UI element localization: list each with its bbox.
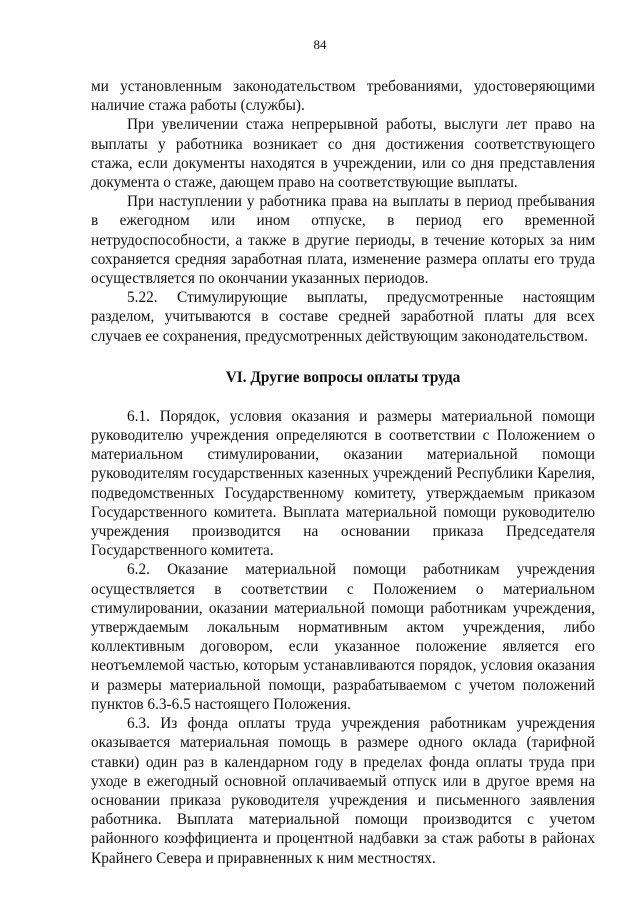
paragraph-6-3: 6.3. Из фонда оплаты труда учреждения работникам учреждения оказывается материальная помощь в размере одного оклада (тарифной ставки) один раз в календарном году в пределах фонда оплаты труда при уходе в ежегодный основной оплачиваемый отпуск или в другое время на основании приказа руководителя учреждения и письменного заявления работника. Выплата материальной помощи производится с учетом районного коэффициента и процентной надбавки за стаж работы в районах Крайнего Севера и приравненных к ним местностях. <box>91 715 595 867</box>
paragraph-continuation: ми установленным законодательством требованиями, удостоверяющими наличие стажа работы (службы). <box>91 78 595 115</box>
paragraph-6-2: 6.2. Оказание материальной помощи работникам учреждения осуществляется в соответствии с Положением о материальном стимулировании, оказании материальной помощи работникам учреждения, утверждаемым локальным нормативным актом учреждения, либо коллективным договором, если указанное положение является его неотъемлемой частью, которым устанавливаются порядок, условия оказания и размеры материальной помощи, разрабатываемом с учетом положений пунктов 6.3-6.5 настоящего Положения. <box>91 561 595 713</box>
document-body <box>91 77 595 868</box>
paragraph-6-1: 6.1. Порядок, условия оказания и размеры материальной помощи руководителю учреждения определяются в соответствии с Положением о материальном стимулировании, оказании материальной помощи руководителям государственных казенных учреждений Республики Карелия, подведомственных Государственному комитету, утверждаемым приказом Государственного комитета. Выплата материальной помощи руководителю учреждения производится на основании приказа Председателя Государственного комитета. <box>91 407 595 560</box>
paragraph: При наступлении у работника права на выплаты в период пребывания в ежегодном или ином отпуске, в период его временной нетрудоспособности, а также в другие периоды, в течение которых за ним сохраняется средняя заработная плата, изменение размера оплаты его труда осуществляется по окончании указанных периодов. <box>91 193 595 288</box>
paragraph: При увеличении стажа непрерывной работы, выслуги лет право на выплаты у работника возникает со дня достижения соответствующего стажа, если документы находятся в учреждении, или со дня представления документа о стаже, дающем право на соответствующие выплаты. <box>91 116 595 192</box>
page-number: 84 <box>313 37 327 52</box>
paragraph-5-22: 5.22. Стимулирующие выплаты, предусмотренные настоящим разделом, учитываются в составе средней заработной платы для всех случаев ее сохранения, предусмотренных действующим законодательством. <box>91 289 595 345</box>
section-heading: VI. Другие вопросы оплаты труда <box>225 368 461 386</box>
